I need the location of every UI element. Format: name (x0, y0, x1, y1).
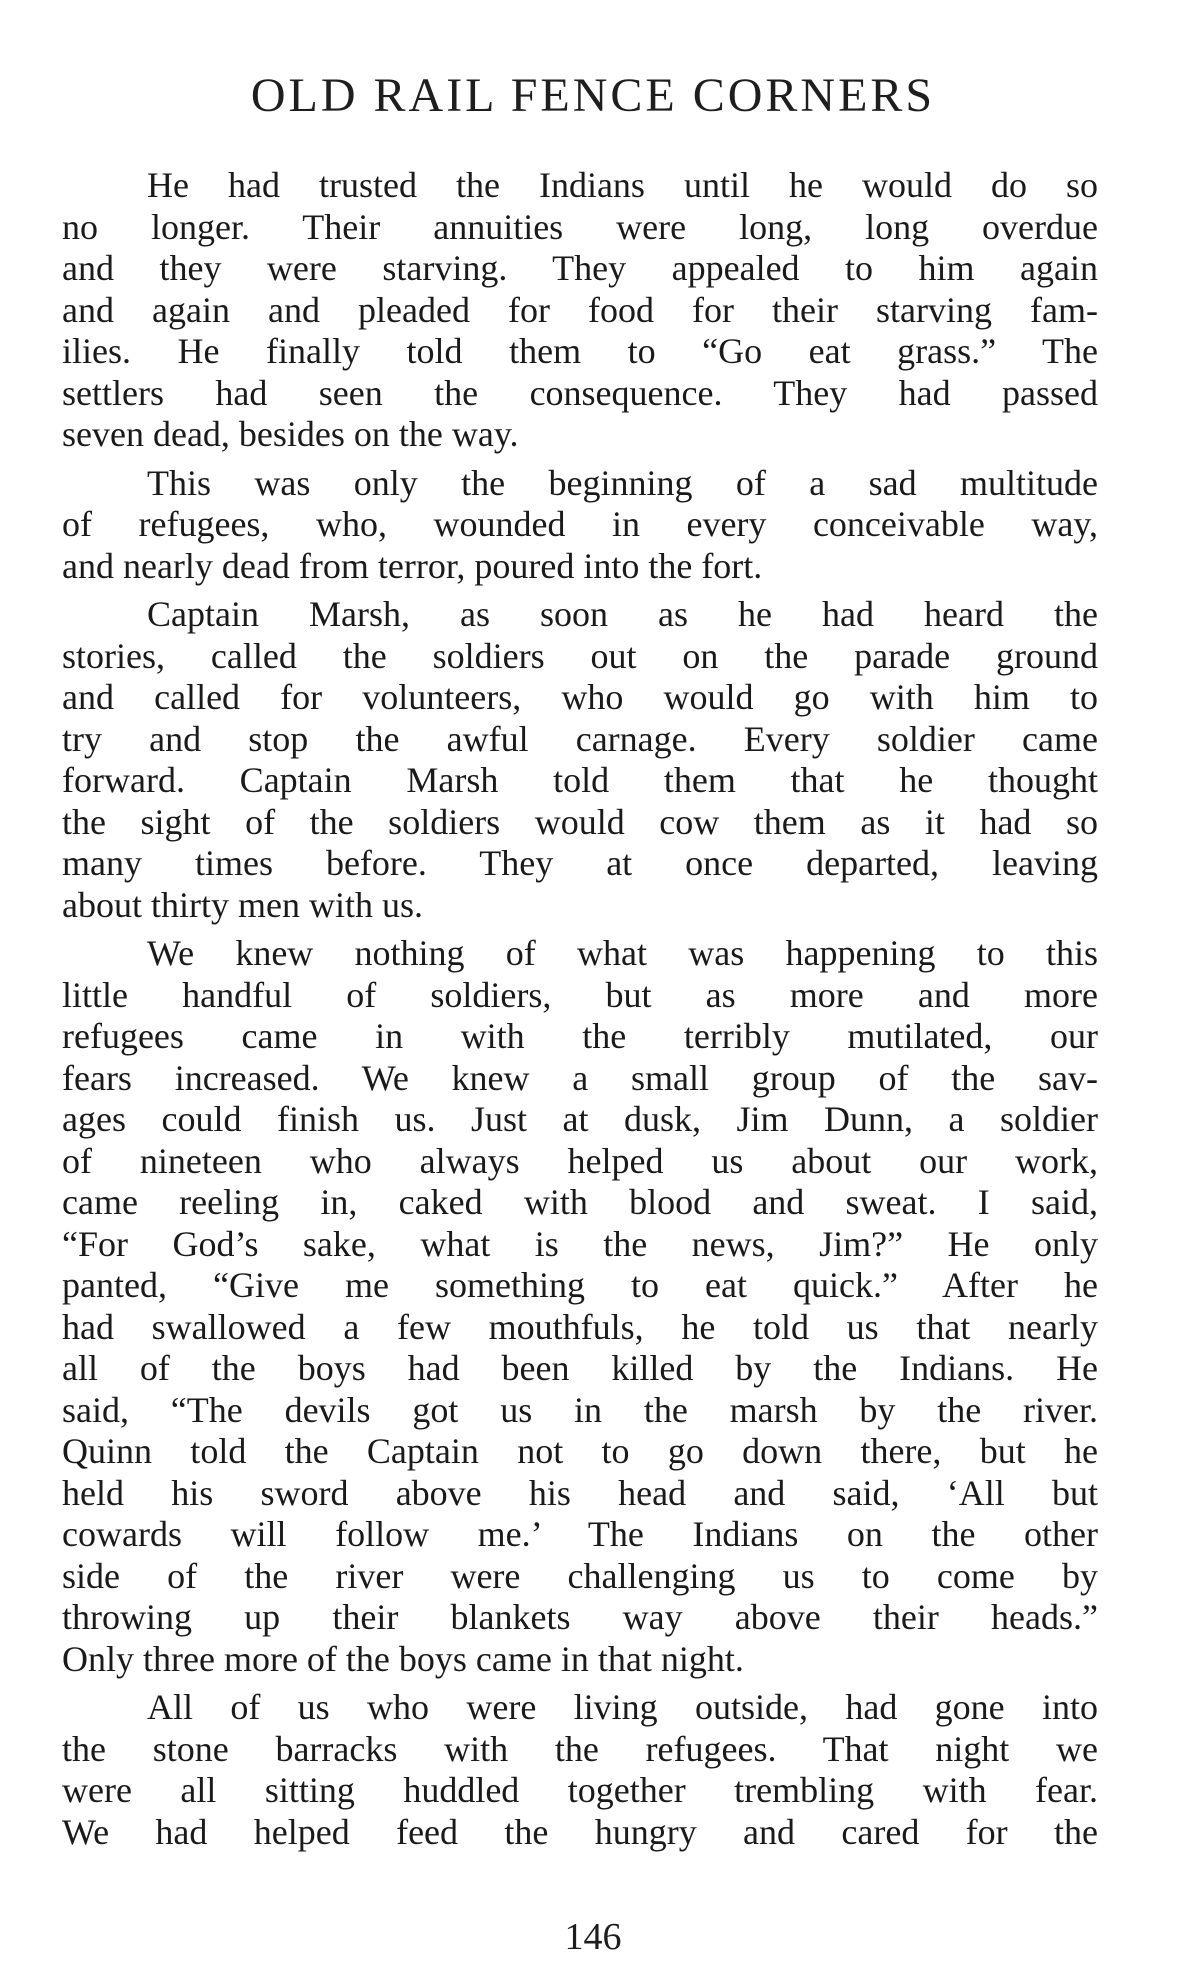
text-line: Captain Marsh, as soon as he had heard the (147, 594, 1098, 634)
text-line: of nineteen who always helped us about our work, (62, 1140, 1098, 1181)
text-line: little handful of soldiers, but as more and more (62, 974, 1098, 1015)
text-line: of refugees, who, wounded in every conceivable way, (62, 504, 1098, 544)
running-head: OLD RAIL FENCE CORNERS (250, 69, 936, 122)
text-line: settlers had seen the consequence. They had passed (62, 372, 1098, 413)
paragraph (62, 463, 1098, 588)
text-line: came reeling in, caked with blood and sweat. I said, (62, 1182, 1098, 1222)
text-line: panted, “Give me something to eat quick.” After he (62, 1265, 1098, 1305)
text-line: “For God’s sake, what is the news, Jim?” He only (62, 1223, 1098, 1264)
text-line: forward. Captain Marsh told them that he thought (62, 760, 1098, 800)
text-line: many times before. They at once departed, leaving (62, 843, 1098, 883)
text-line: and again and pleaded for food for their starving fam- (62, 289, 1098, 330)
text-line: We knew nothing of what was happening to this (147, 933, 1098, 973)
text-line: said, “The devils got us in the marsh by the river. (62, 1389, 1098, 1430)
text-line: try and stop the awful carnage. Every soldier came (62, 718, 1098, 759)
text-line: throwing up their blankets way above their heads.” (62, 1597, 1098, 1637)
text-line: He had trusted the Indians until he would do so (147, 165, 1098, 205)
text-line: no longer. Their annuities were long, long overdue (62, 206, 1098, 247)
text-line: cowards will follow me.’ The Indians on the other (62, 1514, 1098, 1554)
text-line: Quinn told the Captain not to go down there, but he (62, 1431, 1098, 1471)
text-line: the sight of the soldiers would cow them as it had so (62, 801, 1098, 842)
paragraph (62, 1687, 1098, 1853)
body-text (62, 165, 1098, 1860)
text-line: We had helped feed the hungry and cared for the (62, 1811, 1098, 1852)
text-line: about thirty men with us. (62, 884, 423, 925)
paragraph (62, 165, 1098, 456)
text-line: stories, called the soldiers out on the parade ground (62, 635, 1098, 676)
text-line: had swallowed a few mouthfuls, he told us that nearly (62, 1306, 1098, 1347)
page-number: 146 (564, 1916, 622, 1958)
text-line: and nearly dead from terror, poured into the fort. (62, 545, 763, 586)
paragraph (62, 594, 1098, 926)
text-line: ilies. He finally told them to “Go eat grass.” The (62, 331, 1098, 371)
text-line: and they were starving. They appealed to him again (62, 248, 1098, 288)
text-line: This was only the beginning of a sad multitude (147, 462, 1098, 503)
text-line: All of us who were living outside, had gone into (147, 1687, 1098, 1727)
text-line: fears increased. We knew a small group of the sav- (62, 1057, 1098, 1098)
text-line: all of the boys had been killed by the Indians. He (62, 1348, 1098, 1388)
paragraph (62, 933, 1098, 1680)
text-line: side of the river were challenging us to come by (62, 1555, 1098, 1596)
text-line: were all sitting huddled together trembling with fear. (62, 1770, 1098, 1810)
text-line: and called for volunteers, who would go with him to (62, 677, 1098, 717)
text-line: refugees came in with the terribly mutilated, our (62, 1016, 1098, 1056)
text-line: the stone barracks with the refugees. That night we (62, 1728, 1098, 1769)
text-line: held his sword above his head and said, ‘All but (62, 1472, 1098, 1513)
text-line: Only three more of the boys came in that night. (62, 1638, 744, 1679)
text-line: seven dead, besides on the way. (62, 414, 519, 454)
text-line: ages could finish us. Just at dusk, Jim Dunn, a soldier (62, 1099, 1098, 1139)
